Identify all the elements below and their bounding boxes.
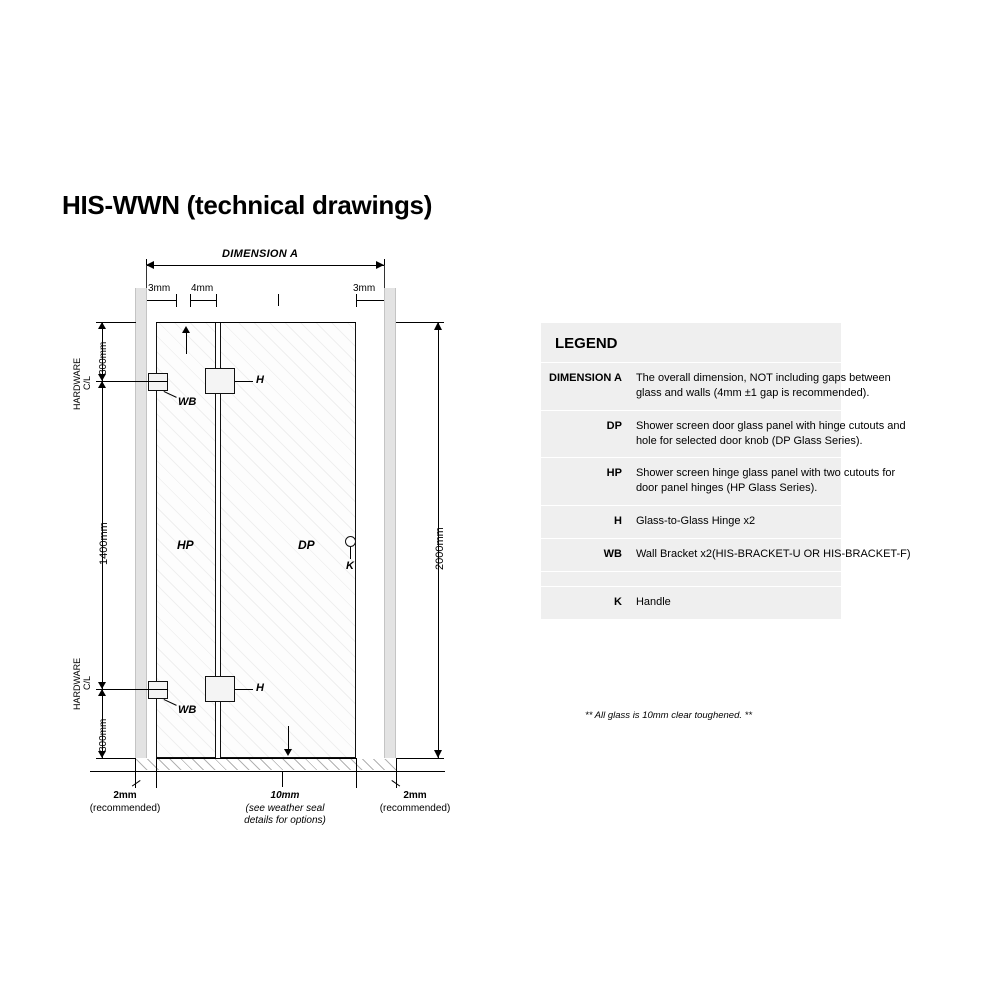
hp-arrow-head [182, 326, 190, 333]
overall-height-arrow-top [434, 322, 442, 330]
floor-tick-left2 [156, 758, 157, 788]
hardware-top-cl-label: C/L [82, 375, 92, 390]
legend-row [541, 506, 919, 539]
overall-height-tick-bottom [396, 758, 444, 759]
note-left-leader [132, 780, 141, 787]
floor-tick-right2 [356, 758, 357, 788]
left-wall [135, 288, 147, 758]
door-glass-panel-dp [220, 322, 356, 758]
legend-value: The overall dimension, NOT including gaps between glass and walls (4mm ±1 gap is recommended). [632, 363, 919, 410]
note-left-sub: (recommended) [89, 802, 161, 814]
legend-title: LEGEND [541, 323, 841, 363]
note-left-value: 2mm [113, 790, 137, 801]
wall-bracket-bottom-label: WB [178, 704, 197, 716]
legend-footnote: ** All glass is 10mm clear toughened. ** [585, 710, 753, 721]
dimension-a-arrow-right [376, 261, 384, 269]
handle-label: K [346, 560, 354, 572]
legend-value: Shower screen hinge glass panel with two cutouts for door panel hinges (HP Glass Series). [632, 458, 919, 506]
left-dim-arrow-2 [98, 374, 106, 381]
legend-table [541, 363, 919, 620]
hinge-top-label: H [256, 374, 264, 386]
dimension-a-line [146, 265, 384, 266]
dp-panel-label: DP [298, 538, 315, 552]
legend-key: K [541, 586, 632, 619]
note-center [220, 790, 350, 828]
hinge-bottom-label: H [256, 682, 264, 694]
wall-bracket-top-label: WB [178, 396, 197, 408]
hardware-top-dim-label: 300mm [98, 341, 109, 375]
left-dim-arrow-4 [98, 682, 106, 689]
dp-arrow-line [288, 726, 289, 750]
legend-row [541, 538, 919, 571]
hardware-top-label: HARDWARE [72, 357, 82, 410]
legend-key: WB [541, 538, 632, 571]
middle-dim-label: 1400mm [98, 522, 110, 565]
legend-row [541, 363, 919, 410]
glass-top-edge [156, 322, 356, 323]
gap-left-label: 3mm [148, 283, 171, 294]
handle-leader [350, 547, 351, 559]
right-wall [384, 288, 396, 758]
legend-spacer-row [541, 571, 919, 586]
legend-key: HP [541, 458, 632, 506]
gap-tick-4 [216, 294, 217, 307]
legend-value: Shower screen door glass panel with hinge cutouts and hole for selected door knob (DP Glass Series). [632, 410, 919, 458]
hinge-bottom [205, 676, 235, 702]
gap-tick-2 [176, 294, 177, 307]
note-center-leader [282, 771, 283, 787]
note-left [70, 790, 180, 815]
note-center-sub2: details for options) [244, 815, 326, 826]
note-right-sub: (recommended) [379, 802, 451, 814]
floor-line [90, 771, 445, 772]
handle-knob [345, 536, 356, 547]
wall-bracket-bottom [148, 681, 168, 699]
legend-row [541, 458, 919, 506]
overall-height-label: 2000mm [434, 527, 446, 570]
left-dim-tick-hw-top [96, 381, 168, 382]
legend-value: Handle [632, 586, 919, 619]
left-dim-arrow-1 [98, 322, 106, 329]
page-title: HIS-WWN (technical drawings) [62, 190, 433, 220]
legend-key: DIMENSION A [541, 363, 632, 410]
note-center-sub1: (see weather seal [245, 802, 325, 814]
left-dim-arrow-3 [98, 381, 106, 388]
dimension-a-label: DIMENSION A [222, 248, 299, 260]
dp-arrow-head [284, 749, 292, 756]
legend-panel [541, 323, 911, 620]
dimension-a-arrow-left [146, 261, 154, 269]
note-center-value: 10mm [270, 790, 300, 801]
gap-tick-3 [190, 294, 191, 307]
left-dim-arrow-5 [98, 689, 106, 696]
hp-panel-label: HP [177, 538, 194, 552]
technical-drawing [60, 240, 480, 840]
note-right-value: 2mm [403, 790, 427, 801]
legend-row [541, 410, 919, 458]
hardware-bottom-label: HARDWARE [72, 657, 82, 710]
legend-row [541, 586, 919, 619]
hp-arrow-line [186, 332, 187, 354]
left-dim-arrow-6 [98, 751, 106, 758]
gap-panels-label: 4mm [191, 283, 214, 294]
left-dim-tick-bottom [96, 758, 136, 759]
center-tick [278, 294, 279, 306]
gap-right-label: 3mm [353, 283, 376, 294]
gap-tick-5 [356, 294, 357, 307]
gap-left-dim-line [146, 300, 176, 301]
note-right [360, 790, 470, 815]
legend-key: DP [541, 410, 632, 458]
wall-bracket-top [148, 373, 168, 391]
overall-height-arrow-bottom [434, 750, 442, 758]
hinge-bottom-leader [235, 689, 253, 690]
hinge-top [205, 368, 235, 394]
left-dim-tick-hw-bottom [96, 689, 168, 690]
legend-value: Glass-to-Glass Hinge x2 [632, 506, 919, 539]
hardware-bottom-dim-label: 300mm [98, 718, 109, 752]
hinge-top-leader [235, 381, 253, 382]
gap-right-dim-line [356, 300, 384, 301]
legend-key: H [541, 506, 632, 539]
legend-value: Wall Bracket x2(HIS-BRACKET-U OR HIS-BRACKET-F) [632, 538, 919, 571]
hardware-bottom-cl-label: C/L [82, 675, 92, 690]
gap-panels-dim-line [190, 300, 216, 301]
